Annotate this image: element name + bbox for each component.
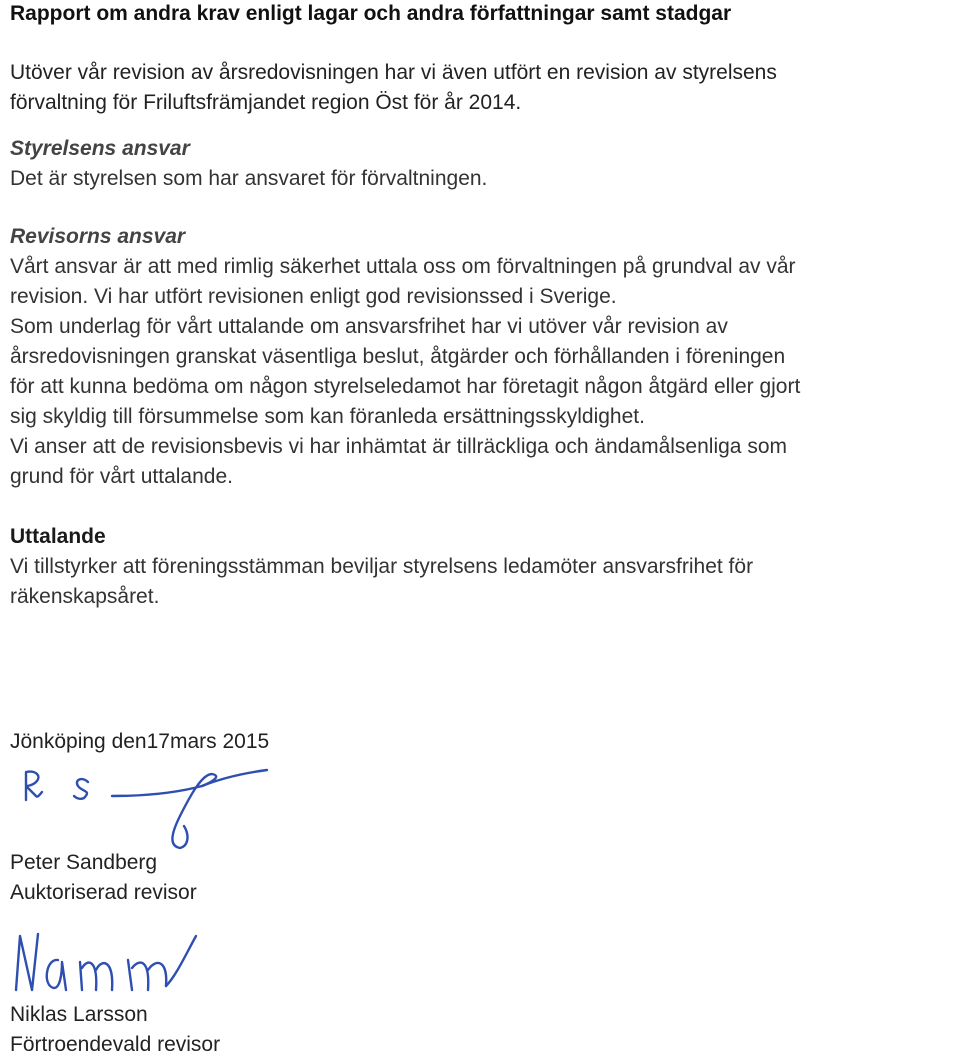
intro-line: förvaltning för Friluftsfrämjandet region Öst för år 2014. — [10, 91, 522, 114]
signatory-name: Peter Sandberg — [10, 851, 158, 874]
styrelsens-ansvar-text: Det är styrelsen som har ansvaret för förvaltningen. — [10, 167, 488, 190]
report-title: Rapport om andra krav enligt lagar och andra författningar samt stadgar — [10, 2, 732, 25]
body-line: grund för vårt uttalande. — [10, 465, 233, 488]
revisorns-ansvar-text — [10, 252, 955, 492]
signature-niklas-larsson — [10, 930, 200, 1002]
intro-line: Utöver vår revision av årsredovisningen har vi även utfört en revision av styrelsens — [10, 61, 777, 84]
body-line: Som underlag för vårt uttalande om ansvarsfrihet har vi utöver vår revision av — [10, 315, 728, 338]
body-line: Vårt ansvar är att med rimlig säkerhet uttala oss om förvaltningen på grundval av vår — [10, 255, 796, 278]
signature-peter-sandberg — [12, 766, 272, 850]
heading-uttalande: Uttalande — [10, 525, 106, 548]
intro-paragraph — [10, 58, 955, 118]
document-page — [10, 0, 955, 1056]
heading-styrelsens-ansvar: Styrelsens ansvar — [10, 137, 190, 160]
uttalande-text — [10, 552, 955, 612]
body-line: sig skyldig till försummelse som kan föranleda ersättningsskyldighet. — [10, 405, 645, 428]
body-line: Vi anser att de revisionsbevis vi har inhämtat är tillräckliga och ändamålsenliga som — [10, 435, 787, 458]
body-line: Vi tillstyrker att föreningsstämman beviljar styrelsens ledamöter ansvarsfrihet för — [10, 555, 754, 578]
signatory-role: Förtroendevald revisor — [10, 1033, 221, 1056]
body-line: för att kunna bedöma om någon styrelseledamot har företagit någon åtgärd eller gjort — [10, 375, 801, 398]
place-date: Jönköping den17mars 2015 — [10, 730, 270, 753]
signatory-name: Niklas Larsson — [10, 1003, 148, 1026]
body-line: räkenskapsåret. — [10, 585, 160, 608]
heading-revisorns-ansvar: Revisorns ansvar — [10, 225, 186, 248]
body-line: årsredovisningen granskat väsentliga beslut, åtgärder och förhållanden i föreningen — [10, 345, 786, 368]
body-line: revision. Vi har utfört revisionen enligt god revisionssed i Sverige. — [10, 285, 617, 308]
signatory-role: Auktoriserad revisor — [10, 881, 197, 904]
